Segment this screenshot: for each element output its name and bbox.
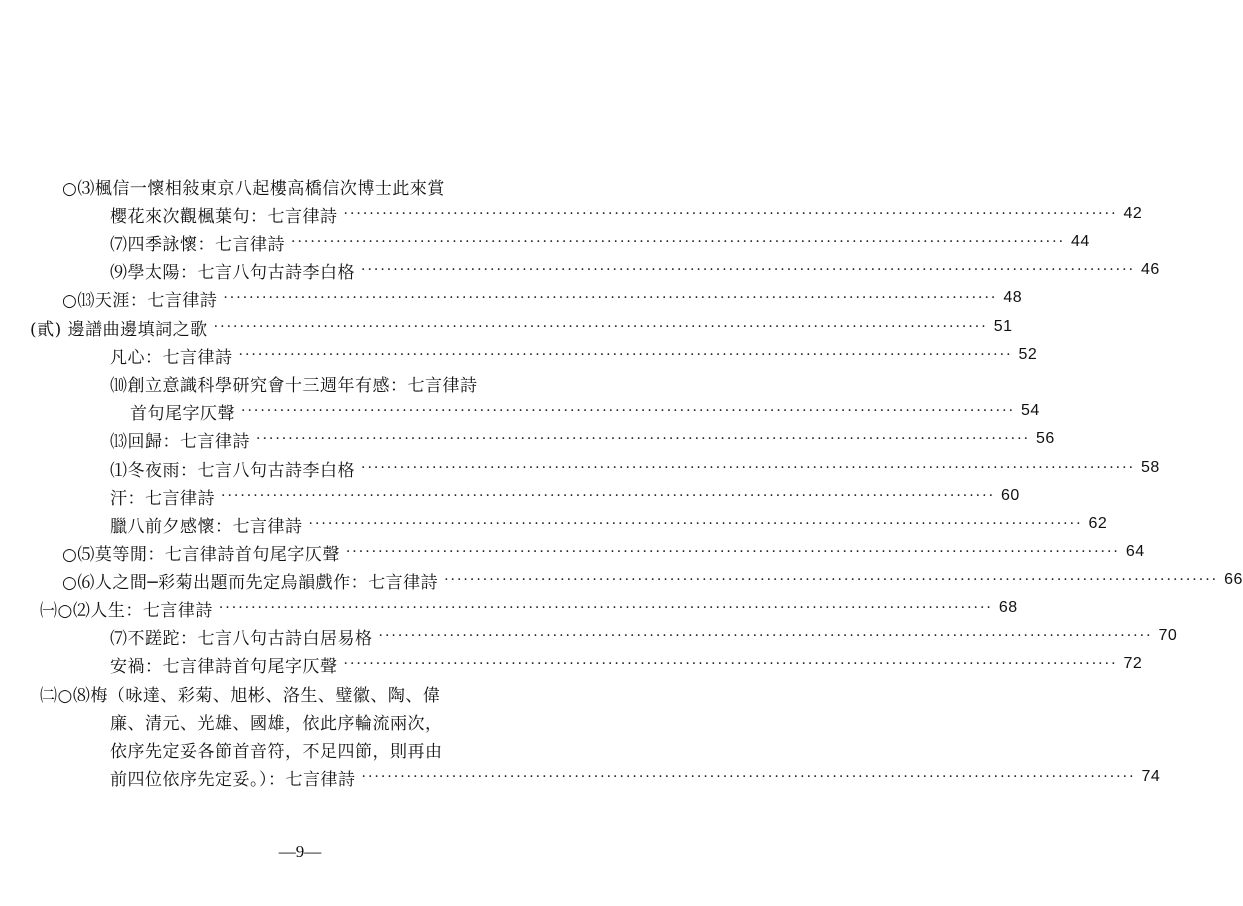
dot-leader: ························································································································ [308,516,1083,532]
toc-entry-title: 依序先定妥各節首音符，不足四節，則再由 [110,741,443,762]
toc-entry-title: 安禍：七言律詩首句尾字仄聲 [110,656,338,677]
toc-entry [110,425,1055,453]
toc-entry [110,341,1038,369]
toc-entry-title: 臘八前夕感懷：七言律詩 [110,516,303,537]
toc-entry-page: 60 [1001,487,1020,504]
toc-entry [40,679,560,707]
toc-entry-title: ㈡○⑻梅（咏達、彩菊、旭彬、洛生、璧徽、陶、偉 [40,685,441,706]
toc-entry-page: 46 [1141,261,1160,278]
toc-entry [110,482,1020,510]
toc-entry-page: 48 [1003,289,1023,306]
toc-entry-title: ○⑶楓信一懷相敍東京八起樓高橋信次博士此來賞 [62,178,445,199]
toc-entry-title: ⒀回歸：七言律詩 [110,431,250,452]
toc-entry-page: 56 [1036,430,1055,447]
dot-leader: ························································································································ [213,319,988,335]
toc-entry-title: ○⒀天涯：七言律詩 [62,290,218,311]
toc-entry-title: ○⑸莫等閒：七言律詩首句尾字仄聲 [62,544,340,565]
toc-entry [62,538,1145,566]
dot-leader: ························································································································ [378,628,1153,644]
toc-entry-page: 62 [1088,515,1108,532]
toc-entry-page: 54 [1021,402,1040,419]
toc-entry-title: ⑺四季詠懷：七言律詩 [110,234,285,255]
toc-entry-title: 凡心：七言律詩 [110,347,233,368]
toc-entry-page: 44 [1071,233,1090,250]
dot-leader: ························································································································ [218,600,993,616]
dot-leader: ························································································································ [345,544,1120,560]
dot-leader: ························································································································ [444,572,1219,588]
toc-entry [110,735,560,763]
toc-entry-title: ㈠○⑵人生：七言律詩 [40,600,213,621]
toc-entry-page: 68 [998,599,1018,616]
toc-entry [40,594,1018,622]
toc-entry-title: ⑺不蹉跎：七言八句古詩白居易格 [110,628,373,649]
toc-entry-title: 廉、清元、光雄、國雄，依此序輪流兩次， [110,713,443,734]
toc-entry-title: 前四位依序先定妥。）：七言律詩 [110,769,356,790]
dot-leader: ························································································································ [291,234,1066,250]
toc-entry-page: 51 [993,318,1013,335]
toc-entry [110,763,1161,791]
toc-entry [110,510,1108,538]
page-number: —9— [278,842,322,861]
toc-entry-page: 52 [1018,346,1038,363]
dot-leader: ························································································································ [221,488,996,504]
toc-entry-page: 42 [1123,205,1143,222]
dot-leader: ························································································································ [223,290,998,306]
toc-entry-title: 首句尾字仄聲 [130,403,235,424]
dot-leader: ························································································································ [343,206,1118,222]
toc-entry [110,256,1160,284]
dot-leader: ························································································································ [238,347,1013,363]
toc-entry-title: ⑴冬夜雨：七言八句古詩李白格 [110,460,355,481]
toc-entry-page: 74 [1141,768,1161,785]
toc-entry-title: (貳) 邊譜曲邊填詞之歌 [30,319,208,340]
toc-entry-title: ⑽創立意識科學研究會十三週年有感：七言律詩 [110,375,478,396]
toc-entry-title: 汗：七言律詩 [110,488,215,509]
toc-entry-page: 58 [1141,459,1160,476]
dot-leader: ························································································································ [343,656,1118,672]
toc-entry [130,397,1040,425]
toc-entry [110,369,560,397]
toc-entry-page: 64 [1125,543,1145,560]
toc-entry [110,650,1143,678]
toc-entry-page: 66 [1224,571,1243,588]
toc-entry [62,172,560,200]
toc-entry-title: ○⑹人之間─彩菊出題而先定烏韻戲作：七言律詩 [62,572,439,593]
dot-leader: ························································································································ [361,460,1136,476]
toc-entry [110,200,1143,228]
toc-entry-page: 72 [1123,655,1143,672]
toc-entry [110,228,1090,256]
dot-leader: ························································································································ [241,403,1016,419]
toc-entry [30,313,1013,341]
dot-leader: ························································································································ [256,431,1031,447]
toc-entry-title: 櫻花來次觀楓葉句：七言律詩 [110,206,338,227]
toc-entry [110,454,1160,482]
toc-entry-page: 70 [1158,627,1178,644]
dot-leader: ························································································································ [361,262,1136,278]
dot-leader: ························································································································ [361,769,1136,785]
toc-entry [62,284,1023,312]
toc-entry [62,566,1243,594]
toc-entry [110,622,1178,650]
toc-entry [110,707,560,735]
toc-entry-title: ⑼學太陽：七言八句古詩李白格 [110,262,355,283]
